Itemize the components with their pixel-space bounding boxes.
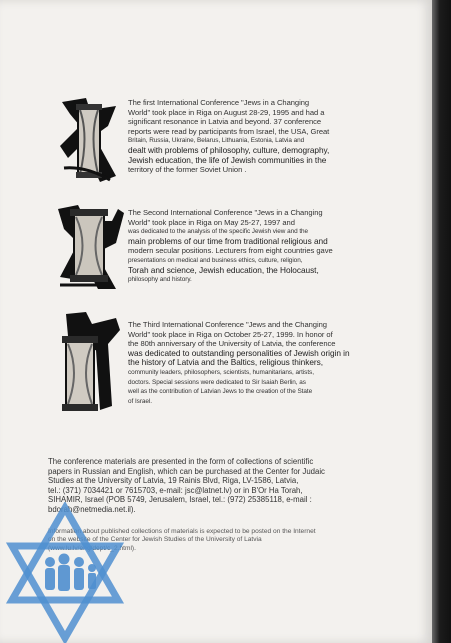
text-line: philosophy and history. [128,276,192,284]
note-line: Information about published collections of materials is expected to be posted on the Internet [48,528,316,535]
star-of-david-logo [0,502,130,643]
text-line: Jewish education, the life of Jewish communities in the [128,154,327,165]
text-line: modern secular positions. Lecturers from eight countries gave [128,246,333,256]
text-line: main problems of our time from traditional religious and [128,235,328,246]
materials-line: tel.: (371) 7034421 or 7615703, e-mail: jsc@latnet.lv) or in B'Or Ha Torah, [48,485,303,495]
conference-2-text [128,208,356,285]
text-line: World" took place in Riga on October 25-27, 1999. In honor of [128,329,333,339]
materials-line: Studies at the University of Latvia, 19 Rainis Blvd, Riga, LV-1586, Latvia, [48,476,299,486]
text-line: doctors. Special sessions were dedicated to Sir Isaiah Berlin, as [128,378,306,386]
text-line: presentations on medical and business ethics, culture, religion, [128,256,303,264]
text-line: was dedicated to the analysis of the specific Jewish view and the [128,228,309,236]
conference-1-emblem-illustration [56,96,126,184]
text-line: well as the contribution of Latvian Jews to the creation of the State [128,388,313,396]
text-line: the 80th anniversary of the University of Latvia, the conference [128,339,336,349]
materials-line: papers in Russian and English, which can be purchased at the Center for Judaic [48,466,325,476]
text-line: was dedicated to outstanding personalities of Jewish origin in [128,347,350,358]
materials-line: SIHAMIR, Israel (POB 5749, Jerusalem, Israel, tel.: (972) 25385118, e-mail : [48,495,312,505]
text-line: territory of the former Soviet Union . [128,165,247,175]
conference-2-emblem-illustration [56,203,126,291]
note-line: on the website of the Center for Jewish Studies of the University of Latvia [48,536,262,544]
text-line: The Third International Conference "Jews and the Changing [128,320,327,329]
text-line: reports were read by participants from Israel, the USA, Great [128,126,330,136]
text-line: The Second International Conference "Jews in a Changing [128,208,323,217]
book-edge [432,0,451,643]
materials-line: bdorah@netmedia.net.il). [48,504,136,514]
text-line: community leaders, philosophers, scientists, humanitarians, artists, [128,368,314,376]
text-line: significant resonance in Latvia and beyond. 37 conference [128,117,322,127]
text-line: World" took place in Riga on August 28-29, 1995 and had a [128,107,325,117]
conference-1-text [128,98,356,175]
text-line: dealt with problems of philosophy, culture, demography, [128,144,330,155]
note-line: (www.lu.lv/eng/dept/c_2.html). [48,544,136,552]
text-line: The first International Conference "Jews in a Changing [128,98,310,107]
text-line: of Israel. [128,397,153,405]
text-line: Britain, Russia, Ukraine, Belarus, Lithuania, Estonia, Latvia and [128,137,305,145]
text-line: the history of Latvia and the Baltics, religious thinkers, [128,357,323,368]
text-line: Torah and science, Jewish education, the Holocaust, [128,264,319,275]
text-line: World" took place in Riga on May 25-27, 1997 and [128,217,295,227]
conference-3-text [128,320,356,406]
materials-line: The conference materials are presented in the form of collections of scientific [48,457,314,466]
conference-3-emblem-illustration [56,310,126,412]
